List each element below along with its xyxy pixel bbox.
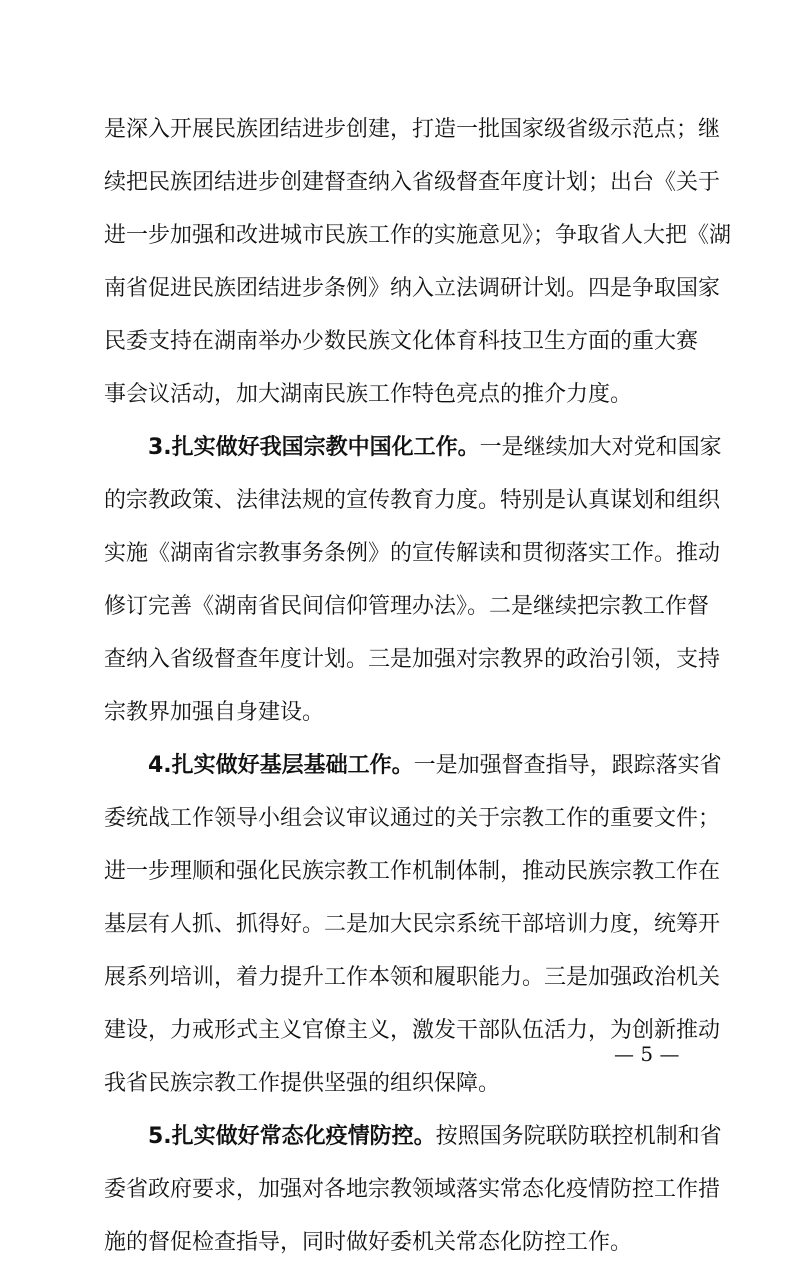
text-line: 展系列培训，着力提升工作本领和履职能力。三是加强政治机关 — [104, 965, 721, 990]
text-line: 建设，力戒形式主义官僚主义，激发干部队伍活力，为创新推动 — [104, 1018, 721, 1043]
text-line: 委省政府要求，加强对各地宗教领域落实常态化疫情防控工作措 — [104, 1177, 721, 1202]
paragraph-first-line — [104, 421, 722, 474]
text-line: 续把民族团结进步创建督查纳入省级督查年度计划；出台《关于 — [104, 170, 721, 195]
paragraph-first-line — [104, 1110, 722, 1163]
section-heading: 3.扎实做好我国宗教中国化工作。 — [148, 435, 480, 460]
text-line: 我省民族宗教工作提供坚强的组织保障。 — [104, 1071, 501, 1096]
text-line: 南省促进民族团结进步条例》纳入立法调研计划。四是争取国家 — [104, 276, 721, 301]
text-line: 委统战工作领导小组会议审议通过的关于宗教工作的重要文件； — [104, 806, 721, 831]
text-line: 进一步理顺和强化民族宗教工作机制体制，推动民族宗教工作在 — [104, 859, 721, 884]
text-line: 基层有人抓、抓得好。二是加大民宗系统干部培训力度，统筹开 — [104, 912, 721, 937]
text-line: 施的督促检查指导，同时做好委机关常态化防控工作。 — [104, 1230, 633, 1255]
section-heading: 5.扎实做好常态化疫情防控。 — [148, 1124, 436, 1149]
text-run: 一是加强督查指导，跟踪落实省 — [413, 753, 722, 778]
paragraph-first-line — [104, 739, 722, 792]
text-line: 是深入开展民族团结进步创建，打造一批国家级省级示范点；继 — [104, 117, 721, 142]
section-heading: 4.扎实做好基层基础工作。 — [148, 753, 414, 778]
text-line: 的宗教政策、法律法规的宣传教育力度。特别是认真谋划和组织 — [104, 488, 721, 513]
text-line: 修订完善《湖南省民间信仰管理办法》。二是继续把宗教工作督 — [104, 594, 710, 619]
text-run: 一是继续加大对党和国家 — [479, 435, 722, 460]
text-line: 事会议活动，加大湖南民族工作特色亮点的推介力度。 — [104, 382, 633, 407]
body-text — [104, 103, 732, 1269]
text-line: 实施《湖南省宗教事务条例》的宣传解读和贯彻落实工作。推动 — [104, 541, 721, 566]
text-line: 进一步加强和改进城市民族工作的实施意见》；争取省人大把《湖 — [104, 223, 732, 248]
text-run: 按照国务院联防联控机制和省 — [435, 1124, 722, 1149]
text-line: 民委支持在湖南举办少数民族文化体育科技卫生方面的重大赛 — [104, 329, 699, 354]
text-line: 查纳入省级督查年度计划。三是加强对宗教界的政治引领，支持 — [104, 647, 721, 672]
page-number: — 5 — — [614, 1042, 680, 1066]
text-line: 宗教界加强自身建设。 — [104, 700, 325, 725]
